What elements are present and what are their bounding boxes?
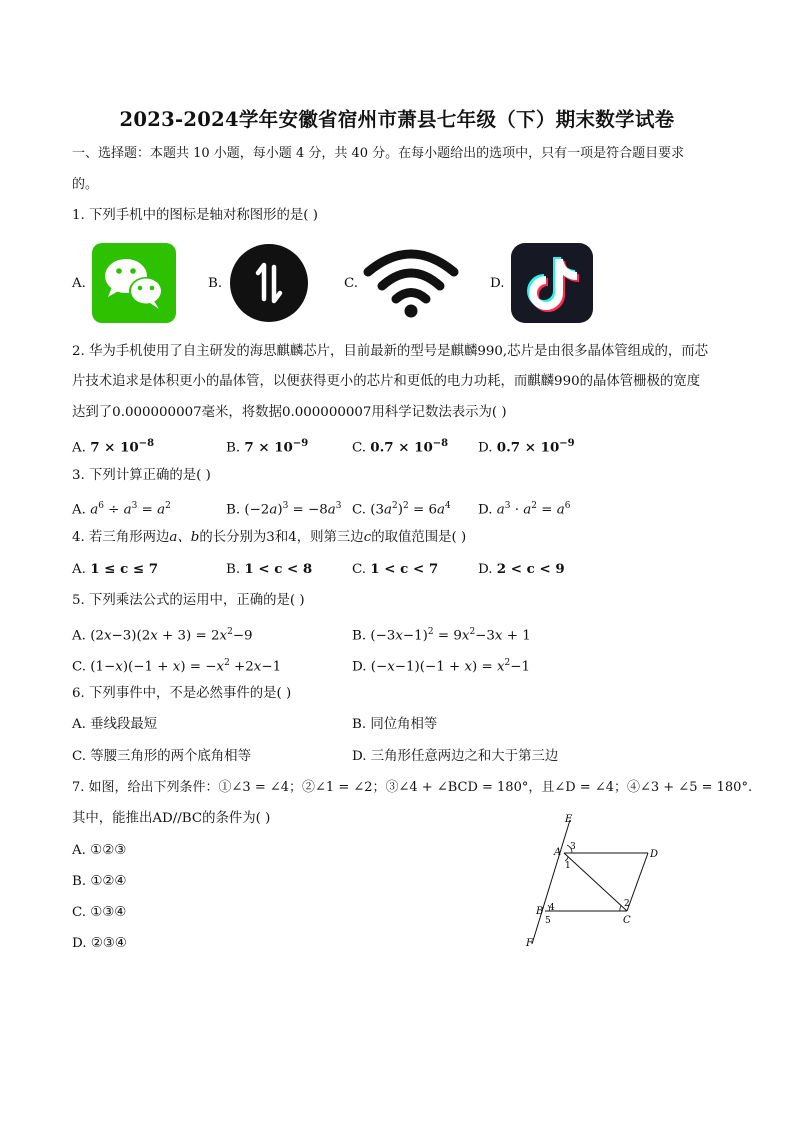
q1-stem: 1. 下列手机中的图标是轴对称图形的是( ): [72, 208, 318, 223]
q3-option-c: C. $(3a^2)^2 = 6a^4$: [352, 501, 451, 518]
q7-label-c: C: [623, 915, 631, 926]
q6-option-d: D. 三角形任意两边之和大于第三边: [352, 749, 559, 764]
page-title: 2023-2024学年安徽省宿州市萧县七年级（下）期末数学试卷: [119, 108, 675, 131]
q3-option-b: B. $(-2a)^3 = -8a^3$: [226, 501, 342, 518]
q4-stem-part2: 的长分别为3和4，则第三边: [199, 530, 364, 545]
q3-option-a: A. $a^6 \div a^3 = a^2$: [72, 501, 171, 518]
q4-option-b-text: 1 < c < 8: [244, 561, 313, 577]
q6-option-b: B. 同位角相等: [352, 717, 438, 732]
section-heading-line1: 一、选择题：本题共 10 小题，每小题 4 分，共 40 分。在每小题给出的选项中，只有一项是符合题目要求: [72, 146, 685, 161]
q7-angle-4: 4: [549, 903, 555, 913]
q7-label-e: E: [565, 814, 573, 825]
q7-geometry-figure: [515, 812, 675, 956]
q2-option-b-label: B.: [226, 440, 241, 456]
wechat-icon: [92, 243, 176, 327]
q7-angle-2: 2: [624, 899, 630, 909]
q4-option-a-text: 1 ≤ c ≤ 7: [90, 561, 159, 577]
q2-option-a-math: 7 × 10: [90, 439, 139, 456]
q7-angle-1: 1: [565, 861, 571, 871]
q4-option-b: [226, 560, 312, 579]
section-heading-line2: 的。: [72, 177, 99, 192]
q7-option-c: C. ①③④: [72, 905, 127, 920]
q4-stem-var-c: c: [363, 530, 372, 545]
q7-stem: 7. 如图，给出下列条件：①∠3 = ∠4；②∠1 = ∠2；③∠4 + ∠BCD = 180°，且∠D = ∠4；④∠3 + ∠5 = 180°.: [72, 780, 753, 795]
tiktok-icon: [511, 243, 593, 327]
q7-option-b: B. ①②④: [72, 874, 127, 889]
q1-option-a-label: A.: [72, 276, 86, 291]
q5-stem: 5. 下列乘法公式的运用中，正确的是( ): [72, 593, 305, 608]
q2-option-d-label: D.: [478, 440, 493, 456]
q5-option-d-label: D.: [352, 659, 367, 675]
q4-option-a-label: A.: [72, 562, 86, 577]
q2-option-d: [478, 435, 575, 457]
q2-option-c-label: C.: [352, 440, 367, 456]
q4-option-a: [72, 560, 158, 579]
q2-option-b-math: 7 × 10: [244, 439, 293, 456]
q7-stem-line2: 其中，能推出AD//BC的条件为( ): [72, 811, 271, 826]
q1-option-d-label: D.: [490, 276, 505, 291]
q2-option-a-exp: −8: [138, 438, 155, 449]
q1-option-b-label: B.: [208, 276, 223, 291]
q2-option-d-exp: −9: [559, 438, 575, 449]
q3-option-c-label: C.: [352, 502, 367, 518]
q2-option-b: [226, 435, 308, 457]
q2-stem-line1: 2. 华为手机使用了自主研发的海思麒麟芯片，目前最新的型号是麒麟990,芯片是由很多晶体管组成的，而芯: [72, 344, 709, 359]
q3-option-d-label: D.: [478, 502, 493, 518]
q5-option-c-label: C.: [72, 659, 87, 675]
q7-label-d: D: [650, 849, 659, 860]
q6-option-c: C. 等腰三角形的两个底角相等: [72, 749, 251, 764]
q2-option-b-exp: −9: [292, 438, 309, 449]
q5-option-d: D. $(-x-1)(-1 + x) = x^2-1$: [352, 658, 531, 675]
q1-option-c-label: C.: [344, 276, 359, 291]
q6-stem: 6. 下列事件中，不是必然事件的是( ): [72, 686, 292, 701]
q2-option-a: [72, 435, 154, 457]
q2-option-a-label: A.: [72, 440, 86, 456]
q4-stem-part1: 4. 若三角形两边: [72, 530, 170, 545]
q2-stem-line3: 达到了0.000000007毫米，将数据0.000000007用科学记数法表示为( ): [72, 405, 507, 420]
q5-option-a: A. $(2x-3)(2x + 3) = 2x^2-9$: [72, 627, 253, 644]
q4-option-d-text: 2 < c < 9: [496, 561, 565, 577]
q2-option-d-math: 0.7 × 10: [496, 439, 560, 456]
q7-option-d: D. ②③④: [72, 936, 127, 951]
q6-option-a: A. 垂线段最短: [72, 717, 158, 732]
q4-option-d-label: D.: [478, 562, 493, 577]
q2-stem-line2: 片技术追求是体积更小的晶体管，以便获得更小的芯片和更低的电力功耗，而麒麟990的晶体管栅极的宽度: [72, 374, 701, 389]
q3-option-a-label: A.: [72, 502, 86, 518]
q4-option-c-label: C.: [352, 562, 367, 577]
q2-option-c-exp: −8: [432, 438, 449, 449]
q4-option-c-text: 1 < c < 7: [370, 561, 439, 577]
q7-angle-3: 3: [570, 842, 576, 852]
q3-option-b-label: B.: [226, 502, 241, 518]
data-transfer-icon: [228, 243, 310, 327]
q5-option-b-label: B.: [352, 628, 367, 644]
q7-label-b: B: [536, 906, 544, 917]
q3-stem: 3. 下列计算正确的是( ): [72, 468, 211, 483]
q7-angle-5: 5: [545, 916, 551, 926]
q5-option-a-label: A.: [72, 628, 86, 644]
q4-option-b-label: B.: [226, 562, 241, 577]
q4-option-d: [478, 560, 565, 579]
q4-stem: [72, 529, 466, 547]
q7-label-f: F: [526, 938, 533, 949]
q5-option-c: C. $(1-x)(-1 + x) = -x^2 +2x-1$: [72, 658, 282, 675]
q3-option-d: D. $a^3 \cdot a^2 = a^6$: [478, 501, 571, 518]
q5-option-b: B. $(-3x-1)^2 = 9x^2-3x + 1$: [352, 627, 531, 644]
q7-option-a: A. ①②③: [72, 843, 127, 858]
q2-option-c: [352, 435, 448, 457]
wifi-icon: [362, 248, 460, 324]
q7-label-a: A: [554, 847, 562, 858]
q4-option-c: [352, 560, 438, 579]
q4-stem-vars: a、b: [169, 530, 200, 545]
q2-option-c-math: 0.7 × 10: [370, 439, 433, 456]
q4-stem-part3: 的取值范围是( ): [371, 530, 467, 545]
